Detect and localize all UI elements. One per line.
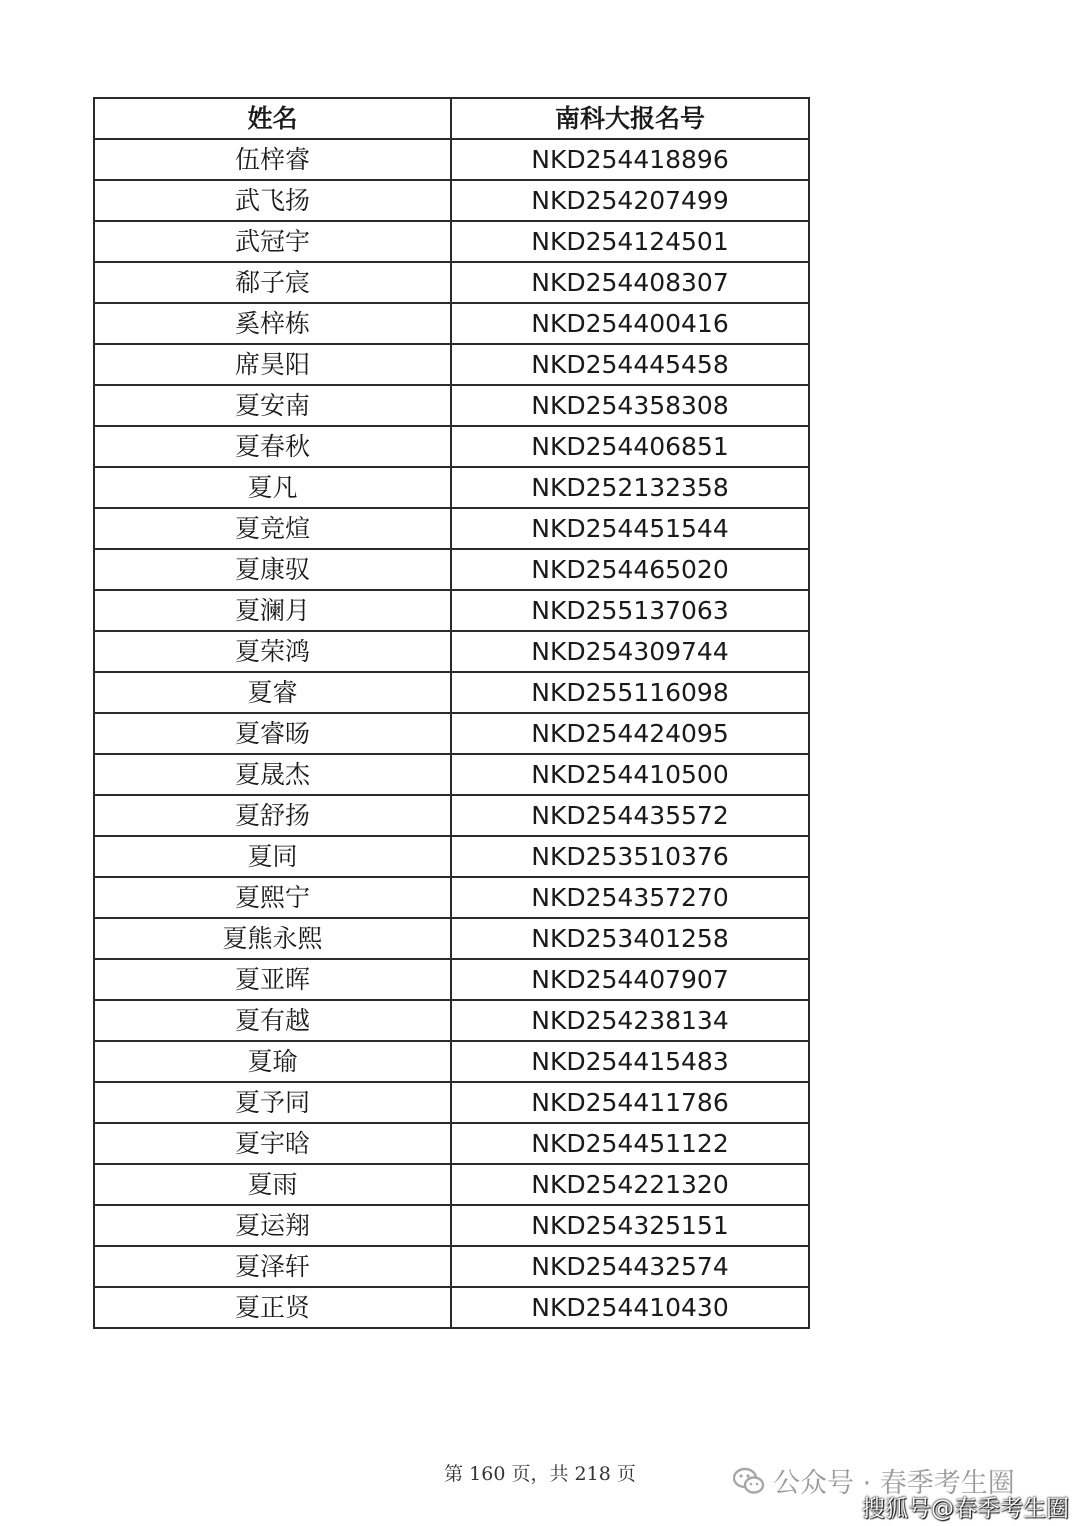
cell-name: 夏正贤 [94, 1287, 451, 1328]
cell-name: 伍梓睿 [94, 139, 451, 180]
cell-name: 夏康驭 [94, 549, 451, 590]
table-row [94, 1000, 809, 1041]
cell-registration-number: NKD254418896 [451, 139, 809, 180]
cell-registration-number: NKD253401258 [451, 918, 809, 959]
table-row [94, 303, 809, 344]
cell-name: 夏晟杰 [94, 754, 451, 795]
cell-registration-number: NKD252132358 [451, 467, 809, 508]
cell-name: 夏雨 [94, 1164, 451, 1205]
table-header-row [94, 98, 809, 139]
cell-name: 夏亚晖 [94, 959, 451, 1000]
wechat-icon [733, 1467, 765, 1495]
sohu-watermark: 搜狐号@春季考生圈 [862, 1496, 1069, 1522]
cell-name: 夏有越 [94, 1000, 451, 1041]
table-row [94, 180, 809, 221]
cell-name: 夏竞煊 [94, 508, 451, 549]
cell-name: 夏同 [94, 836, 451, 877]
header-name: 姓名 [94, 98, 451, 139]
table-row [94, 1205, 809, 1246]
cell-registration-number: NKD255116098 [451, 672, 809, 713]
cell-name: 夏安南 [94, 385, 451, 426]
table-row [94, 1246, 809, 1287]
table-row [94, 631, 809, 672]
table-row [94, 795, 809, 836]
table-row [94, 672, 809, 713]
cell-name: 夏凡 [94, 467, 451, 508]
cell-name: 奚梓栋 [94, 303, 451, 344]
table-row [94, 1041, 809, 1082]
cell-registration-number: NKD254407907 [451, 959, 809, 1000]
cell-registration-number: NKD254465020 [451, 549, 809, 590]
cell-name: 武冠宇 [94, 221, 451, 262]
cell-name: 夏荣鸿 [94, 631, 451, 672]
table-row [94, 754, 809, 795]
table-row [94, 139, 809, 180]
cell-registration-number: NKD254410430 [451, 1287, 809, 1328]
table-row [94, 221, 809, 262]
cell-registration-number: NKD254408307 [451, 262, 809, 303]
table-row [94, 549, 809, 590]
cell-registration-number: NKD254221320 [451, 1164, 809, 1205]
cell-name: 夏瑜 [94, 1041, 451, 1082]
table-row [94, 344, 809, 385]
table-row [94, 1164, 809, 1205]
cell-registration-number: NKD254415483 [451, 1041, 809, 1082]
cell-name: 夏睿 [94, 672, 451, 713]
cell-registration-number: NKD254207499 [451, 180, 809, 221]
cell-name: 夏熊永熙 [94, 918, 451, 959]
cell-name: 夏熙宁 [94, 877, 451, 918]
cell-registration-number: NKD254451544 [451, 508, 809, 549]
cell-registration-number: NKD254406851 [451, 426, 809, 467]
cell-name: 夏泽轩 [94, 1246, 451, 1287]
cell-registration-number: NKD254325151 [451, 1205, 809, 1246]
registration-table [93, 97, 810, 1329]
cell-name: 夏春秋 [94, 426, 451, 467]
cell-registration-number: NKD254400416 [451, 303, 809, 344]
table-body [94, 139, 809, 1328]
cell-registration-number: NKD254309744 [451, 631, 809, 672]
table-row [94, 1123, 809, 1164]
cell-name: 夏予同 [94, 1082, 451, 1123]
cell-registration-number: NKD254358308 [451, 385, 809, 426]
table-row [94, 426, 809, 467]
table-row [94, 590, 809, 631]
cell-name: 夏宇晗 [94, 1123, 451, 1164]
table-row [94, 877, 809, 918]
cell-registration-number: NKD254424095 [451, 713, 809, 754]
table-row [94, 1082, 809, 1123]
cell-name: 夏运翔 [94, 1205, 451, 1246]
cell-registration-number: NKD254238134 [451, 1000, 809, 1041]
header-registration-number: 南科大报名号 [451, 98, 809, 139]
table-row [94, 1287, 809, 1328]
cell-registration-number: NKD254435572 [451, 795, 809, 836]
cell-registration-number: NKD254410500 [451, 754, 809, 795]
cell-name: 郗子宸 [94, 262, 451, 303]
cell-registration-number: NKD254357270 [451, 877, 809, 918]
cell-registration-number: NKD253510376 [451, 836, 809, 877]
table-row [94, 508, 809, 549]
cell-name: 席昊阳 [94, 344, 451, 385]
cell-registration-number: NKD255137063 [451, 590, 809, 631]
table-row [94, 467, 809, 508]
cell-name: 夏睿旸 [94, 713, 451, 754]
cell-registration-number: NKD254411786 [451, 1082, 809, 1123]
cell-name: 夏舒扬 [94, 795, 451, 836]
table-row [94, 918, 809, 959]
cell-registration-number: NKD254432574 [451, 1246, 809, 1287]
page-number: 第 160 页，共 218 页 [444, 1463, 636, 1485]
cell-registration-number: NKD254451122 [451, 1123, 809, 1164]
cell-registration-number: NKD254445458 [451, 344, 809, 385]
table-row [94, 385, 809, 426]
cell-name: 武飞扬 [94, 180, 451, 221]
cell-registration-number: NKD254124501 [451, 221, 809, 262]
table-row [94, 713, 809, 754]
cell-name: 夏澜月 [94, 590, 451, 631]
wechat-watermark-text: 公众号 · 春季考生圈 [773, 1468, 1015, 1499]
table-row [94, 836, 809, 877]
table-row [94, 959, 809, 1000]
table-row [94, 262, 809, 303]
